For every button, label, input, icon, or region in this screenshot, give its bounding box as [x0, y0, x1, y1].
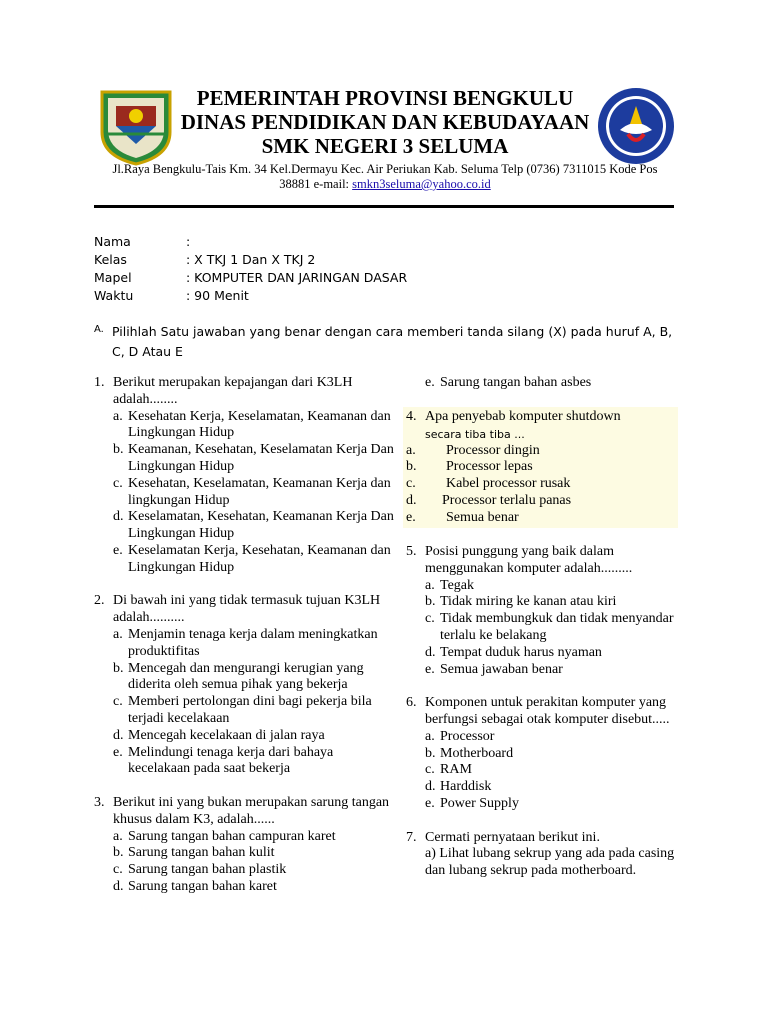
option-letter: b. [406, 459, 417, 475]
question-text: Cermati pernyataan berikut ini. [425, 829, 600, 845]
answer-option[interactable] [406, 459, 678, 476]
option-letter: a. [113, 408, 123, 424]
question-number: 4. [406, 409, 417, 424]
option-letter: c. [113, 475, 123, 491]
answer-option[interactable] [425, 375, 678, 392]
option-text: Tidak membungkuk dan tidak menyandar terlalu ke belakang [440, 611, 674, 643]
question-4 [406, 409, 678, 527]
answer-option[interactable] [425, 662, 678, 679]
question-number: 1. [94, 375, 105, 390]
answer-option[interactable] [113, 627, 394, 661]
answer-option[interactable] [425, 645, 678, 662]
option-text: Tegak [440, 577, 475, 593]
question-number: 5. [406, 544, 417, 559]
option-letter: c. [425, 611, 435, 627]
option-letter: d. [406, 492, 417, 508]
question-number: 2. [94, 593, 105, 609]
answer-option[interactable] [113, 862, 394, 879]
section-letter: A. [94, 324, 104, 335]
answer-option[interactable] [113, 829, 394, 846]
right-question-column-top [406, 375, 678, 392]
question-text: Komponen untuk perakitan komputer yang berfungsi sebagai otak komputer disebut..... [425, 695, 670, 727]
question-number: 3. [94, 794, 105, 810]
answer-option[interactable] [113, 476, 394, 510]
option-letter: a. [425, 577, 435, 593]
header-address-email-line [80, 177, 690, 192]
option-text: Sarung tangan bahan karet [128, 878, 277, 894]
answer-option[interactable] [406, 493, 678, 510]
option-text: Kesehatan Kerja, Keselamatan, Keamanan dan Lingkungan Hidup [128, 408, 391, 441]
question-text: Posisi punggung yang baik dalam menggunakan komputer adalah......... [425, 544, 633, 576]
option-letter: d. [113, 727, 124, 743]
answer-option[interactable] [113, 745, 394, 779]
option-letter: e. [406, 509, 416, 525]
option-text: Processor terlalu panas [442, 492, 572, 508]
identity-label: Waktu [94, 288, 134, 303]
option-letter: a. [113, 828, 123, 844]
option-letter: d. [425, 779, 436, 795]
option-text: Mencegah kecelakaan di jalan raya [128, 727, 325, 743]
answer-option[interactable] [113, 845, 394, 862]
answer-option[interactable] [113, 694, 394, 728]
question-7 [406, 830, 678, 880]
option-letter: d. [113, 509, 124, 525]
instruction-text: Pilihlah Satu jawaban yang benar dengan cara memberi tanda silang (X) pada huruf A, B, C, D Atau E [112, 324, 673, 359]
option-text: Sarung tangan bahan kulit [128, 845, 275, 861]
identity-label: Nama [94, 234, 131, 249]
left-question-column [94, 375, 394, 896]
question-text: Di bawah ini yang tidak termasuk tujuan K3LH adalah.......... [113, 593, 381, 626]
question-5 [406, 544, 678, 678]
answer-option[interactable] [113, 661, 394, 695]
header-department-line: DINAS PENDIDIKAN DAN KEBUDAYAAN [180, 110, 590, 134]
option-text: Sarung tangan bahan plastik [128, 862, 287, 878]
right-question-column [406, 544, 678, 880]
question-2 [94, 593, 394, 778]
answer-option[interactable] [425, 578, 678, 595]
identity-label: Mapel [94, 270, 132, 285]
question-text: Berikut merupakan kepajangan dari K3LH adalah........ [113, 375, 353, 407]
question-number: 6. [406, 695, 417, 711]
option-letter: c. [113, 694, 123, 710]
answer-option[interactable] [406, 510, 678, 527]
question-text: Berikut ini yang bukan merupakan sarung tangan khusus dalam K3, adalah...... [113, 794, 390, 827]
option-letter: b. [113, 845, 124, 861]
option-letter: c. [406, 476, 416, 492]
option-letter: a. [406, 442, 416, 458]
question-number: 7. [406, 829, 417, 845]
option-letter: a. [425, 728, 435, 744]
option-text: Motherboard [440, 745, 514, 761]
answer-option[interactable] [113, 509, 394, 543]
option-letter: e. [425, 795, 435, 811]
option-letter: c. [113, 862, 123, 878]
answer-option[interactable] [113, 879, 394, 896]
option-text: Power Supply [440, 795, 519, 811]
identity-value: : [186, 234, 191, 249]
option-letter: d. [425, 644, 436, 660]
option-letter: b. [425, 745, 436, 761]
question-1 [94, 375, 394, 577]
option-text: Tidak miring ke kanan atau kiri [440, 594, 617, 610]
option-text: Kesehatan, Keselamatan, Keamanan Kerja dan lingkungan Hidup [128, 475, 391, 508]
option-text: Processor lepas [446, 459, 533, 475]
header-government-line: PEMERINTAH PROVINSI BENGKULU [196, 86, 574, 110]
option-letter: b. [113, 442, 124, 458]
option-letter: a. [113, 626, 123, 642]
answer-option[interactable] [425, 729, 678, 746]
option-text: Processor [440, 728, 495, 744]
answer-option[interactable] [406, 476, 678, 493]
question-3 [94, 795, 394, 896]
question-text-continued: secara tiba tiba ... [425, 427, 525, 441]
option-letter: e. [425, 375, 435, 390]
option-text: Kabel processor rusak [446, 476, 571, 492]
option-letter: e. [113, 542, 123, 558]
answer-option[interactable] [425, 746, 678, 763]
option-letter: e. [113, 744, 123, 760]
option-letter: b. [113, 660, 124, 676]
answer-option[interactable] [113, 442, 394, 476]
question-6 [406, 695, 678, 813]
option-text: Menjamin tenaga kerja dalam meningkatkan produktifitas [128, 626, 378, 659]
answer-option[interactable] [406, 443, 678, 460]
answer-option[interactable] [425, 762, 678, 779]
question-text: Apa penyebab komputer shutdown [425, 409, 621, 424]
answer-option[interactable] [113, 409, 394, 443]
address-postcode-prefix: 38881 e-mail: [279, 177, 353, 191]
option-text: RAM [440, 762, 472, 778]
option-text: Mencegah dan mengurangi kerugian yang diderita oleh semua pihak yang bekerja [128, 660, 364, 693]
option-letter: d. [113, 878, 124, 894]
option-text: Memberi pertolongan dini bagi pekerja bila terjadi kecelakaan [128, 694, 372, 726]
identity-value: : 90 Menit [186, 288, 249, 303]
answer-option[interactable] [425, 779, 678, 796]
answer-option[interactable] [425, 594, 678, 611]
option-letter: e. [425, 661, 435, 677]
answer-option[interactable] [425, 611, 678, 645]
option-text: Sarung tangan bahan campuran karet [128, 828, 336, 844]
option-text: Keamanan, Kesehatan, Keselamatan Kerja Dan Lingkungan Hidup [128, 442, 394, 474]
option-letter: b. [425, 594, 436, 610]
option-letter: c. [425, 762, 435, 778]
statement-a: a) Lihat lubang sekrup yang ada pada casing dan lubang sekrup pada motherboard. [425, 846, 675, 879]
option-text: Sarung tangan bahan asbes [440, 375, 592, 390]
option-text: Processor dingin [446, 442, 540, 458]
email-link[interactable]: smkn3seluma@yahoo.co.id [352, 177, 491, 191]
answer-option[interactable] [425, 796, 678, 813]
identity-value: : KOMPUTER DAN JARINGAN DASAR [186, 270, 408, 285]
answer-option[interactable] [113, 543, 394, 577]
option-text: Semua jawaban benar [440, 661, 563, 677]
option-text: Tempat duduk harus nyaman [440, 644, 602, 660]
option-text: Keselamatan Kerja, Kesehatan, Keamanan dan Lingkungan Hidup [128, 542, 391, 575]
header-divider [94, 205, 674, 208]
header-address: Jl.Raya Bengkulu-Tais Km. 34 Kel.Dermayu Kec. Air Periukan Kab. Seluma Telp (0736) 7311015 Kode Pos [112, 162, 658, 176]
identity-value: : X TKJ 1 Dan X TKJ 2 [186, 252, 316, 267]
header-school-name: SMK NEGERI 3 SELUMA [261, 134, 509, 158]
option-text: Keselamatan, Kesehatan, Keamanan Kerja Dan Lingkungan Hidup [128, 509, 394, 542]
option-text: Semua benar [446, 509, 519, 525]
identity-label: Kelas [94, 252, 127, 267]
answer-option[interactable] [113, 728, 394, 745]
option-text: Harddisk [440, 779, 492, 795]
option-text: Melindungi tenaga kerja dari bahaya kecelakaan pada saat bekerja [128, 744, 334, 777]
